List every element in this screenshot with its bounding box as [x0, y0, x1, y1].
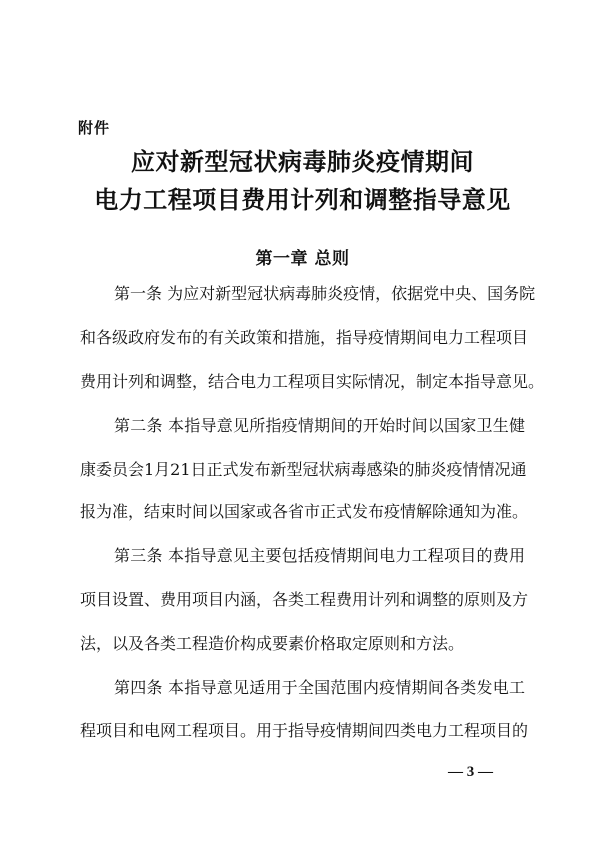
article-2-line-3: 报为准，结束时间以国家或各省市正式发布疫情解除通知为准。 [80, 502, 529, 521]
article-3-line-2: 项目设置、费用项目内涵，各类工程费用计列和调整的原则及方 [80, 590, 529, 609]
attachment-label: 附件 [78, 119, 111, 137]
article-1-line-1: 第一条 为应对新型冠状病毒肺炎疫情，依据党中央、国务院 [114, 284, 536, 303]
article-1-line-3: 费用计列和调整，结合电力工程项目实际情况，制定本指导意见。 [80, 372, 545, 391]
chapter-heading: 第一章 总则 [255, 249, 350, 269]
article-2-line-2: 康委员会1月21日正式发布新型冠状病毒感染的肺炎疫情情况通 [80, 460, 527, 479]
article-1-line-2: 和各级政府发布的有关政策和措施，指导疫情期间电力工程项目 [80, 328, 529, 347]
document-title-line-1: 应对新型冠状病毒肺炎疫情期间 [131, 147, 474, 176]
article-4-line-1: 第四条 本指导意见适用于全国范围内疫情期间各类发电工 [114, 678, 525, 697]
article-3-line-1: 第三条 本指导意见主要包括疫情期间电力工程项目的费用 [114, 546, 525, 565]
page-number: — 3 — [448, 764, 493, 780]
document-title-line-2: 电力工程项目费用计列和调整指导意见 [94, 185, 511, 214]
article-2-line-1: 第二条 本指导意见所指疫情期间的开始时间以国家卫生健 [114, 416, 525, 435]
article-3-line-3: 法，以及各类工程造价构成要素价格取定原则和方法。 [80, 634, 465, 653]
article-4-line-2: 程项目和电网工程项目。用于指导疫情期间四类电力工程项目的 [80, 721, 529, 740]
